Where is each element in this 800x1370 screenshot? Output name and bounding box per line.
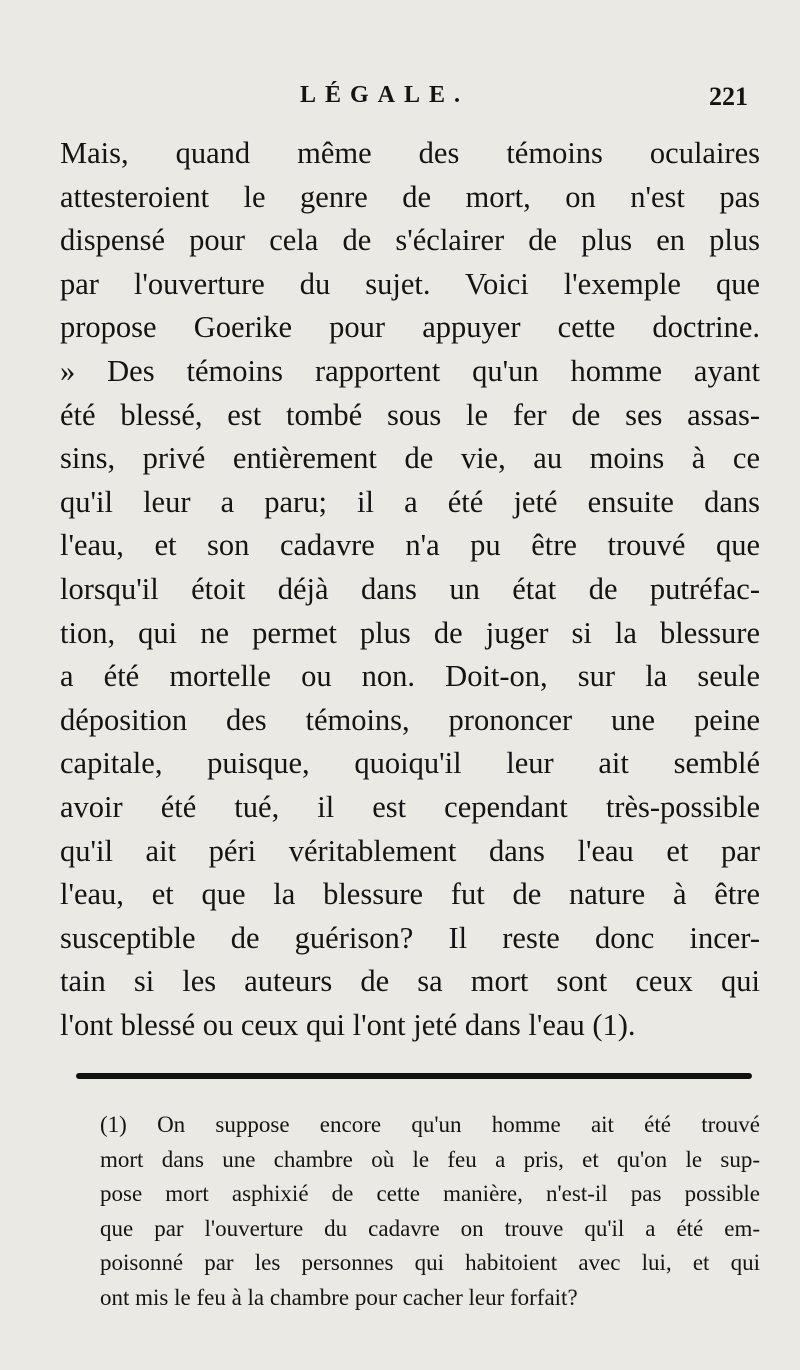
text-line: qu'il ait péri véritablement dans l'eau et par xyxy=(60,833,760,868)
text-line: dispensé pour cela de s'éclairer de plus en plus xyxy=(60,223,760,258)
page-header xyxy=(0,82,800,122)
footnote-line: (1) On suppose encore qu'un homme ait été trouvé xyxy=(100,1112,760,1137)
page-number: 221 xyxy=(709,82,748,111)
text-line: lorsqu'il étoit déjà dans un état de putréfac- xyxy=(60,571,760,606)
main-text xyxy=(60,132,760,1047)
text-line: tain si les auteurs de sa mort sont ceux qui xyxy=(60,964,760,999)
text-line: capitale, puisque, quoiqu'il leur ait semblé xyxy=(60,746,760,781)
text-line: susceptible de guérison? Il reste donc incer- xyxy=(60,920,760,955)
footnote-line: pose mort asphixié de cette manière, n'est-il pas possible xyxy=(100,1181,760,1206)
text-line: attesteroient le genre de mort, on n'est pas xyxy=(60,179,760,214)
text-line: qu'il leur a paru; il a été jeté ensuite dans xyxy=(60,484,760,519)
text-line: l'eau, et son cadavre n'a pu être trouvé que xyxy=(60,528,760,563)
text-line: Mais, quand même des témoins oculaires xyxy=(60,136,760,170)
footnote-line: que par l'ouverture du cadavre on trouve qu'il a été em- xyxy=(100,1215,760,1241)
footnote xyxy=(100,1108,760,1315)
text-line: sins, privé entièrement de vie, au moins à ce xyxy=(60,441,760,476)
text-line: déposition des témoins, prononcer une peine xyxy=(60,702,760,737)
text-line: l'eau, et que la blessure fut de nature à être xyxy=(60,877,760,912)
footnote-line: poisonné par les personnes qui habitoient avec lui, et qui xyxy=(100,1250,760,1275)
text-line: propose Goerike pour appuyer cette doctrine. xyxy=(60,310,760,345)
text-line: a été mortelle ou non. Doit-on, sur la seule xyxy=(60,659,760,694)
footnote-line: mort dans une chambre où le feu a pris, et qu'on le sup- xyxy=(100,1146,760,1172)
footnote-line: ont mis le feu à la chambre pour cacher leur forfait? xyxy=(100,1284,578,1310)
text-line: tion, qui ne permet plus de juger si la blessure xyxy=(60,615,760,650)
text-line: été blessé, est tombé sous le fer de ses assas- xyxy=(60,397,760,432)
running-head: LÉGALE. xyxy=(300,82,470,108)
text-line: » Des témoins rapportent qu'un homme ayant xyxy=(60,353,760,388)
text-line: par l'ouverture du sujet. Voici l'exemple que xyxy=(60,266,760,301)
text-line: avoir été tué, il est cependant très-possible xyxy=(60,789,760,824)
text-line: l'ont blessé ou ceux qui l'ont jeté dans l'eau (1). xyxy=(60,1007,636,1042)
footnote-divider xyxy=(76,1073,752,1079)
